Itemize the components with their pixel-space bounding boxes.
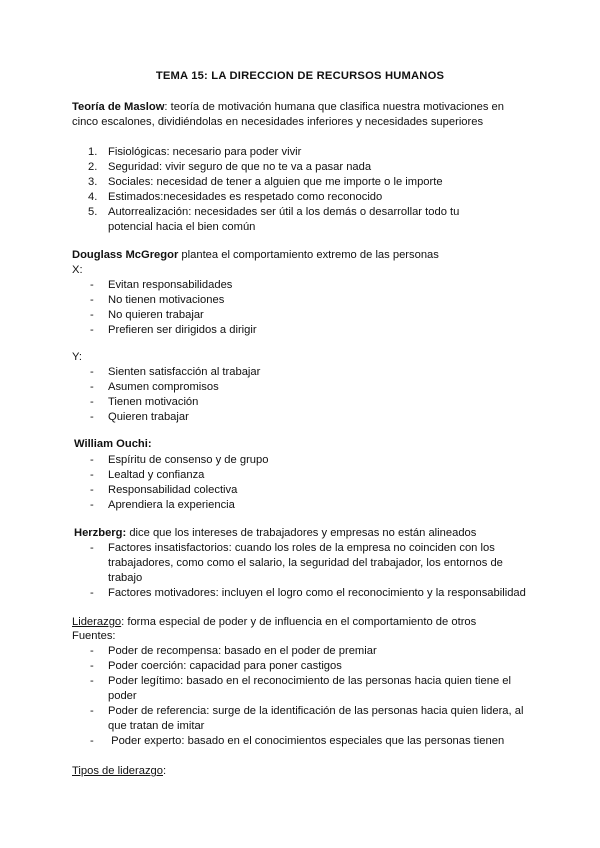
list-item-text: Poder legítimo: basado en el reconocimiento de las personas hacia quien tiene el poder (108, 675, 512, 702)
list-item-text: Asumen compromisos (108, 381, 219, 393)
list-item-text: Tienen motivación (108, 396, 199, 408)
list-item-text: Poder experto: basado en el conocimientos especiales que las personas tienen (108, 735, 505, 747)
list-item-text: Sienten satisfacción al trabajar (108, 366, 261, 378)
x-list (72, 278, 532, 338)
list-item (72, 205, 532, 235)
list-item (72, 498, 532, 513)
maslow-paragraph (72, 100, 532, 130)
list-item-text: Poder de referencia: surge de la identificación de las personas hacia quien lidera, al que tratan de imitar (108, 705, 524, 732)
dash-bullet: - (90, 411, 94, 423)
page-title: TEMA 15: LA DIRECCION DE RECURSOS HUMANOS (155, 70, 445, 82)
list-item-text: Factores insatisfactorios: cuando los roles de la empresa no coinciden con los trabajadores, como como el salario, la seguridad del trabajador, los entornos de trabajo (108, 542, 503, 584)
list-item-text: Seguridad: vivir seguro de que no te va a pasar nada (108, 161, 372, 173)
list-number: 4. (88, 191, 98, 203)
dash-bullet: - (90, 279, 94, 291)
maslow-heading: Teoría de Maslow (72, 101, 165, 113)
x-label: X: (72, 264, 83, 276)
ouchi-list (72, 453, 532, 513)
dash-bullet: - (90, 587, 94, 599)
list-item (72, 278, 532, 293)
list-item (72, 160, 532, 175)
list-item-text: Poder coerción: capacidad para poner castigos (108, 660, 342, 672)
list-item-text: Fisiológicas: necesario para poder vivir (108, 146, 302, 158)
list-item (72, 395, 532, 410)
list-item (72, 659, 532, 674)
herzberg-text: dice que los intereses de trabajadores y empresas no están alineados (126, 527, 477, 539)
list-item-text: Espíritu de consenso y de grupo (108, 454, 269, 466)
dash-bullet: - (90, 645, 94, 657)
maslow-text: : teoría de motivación humana que clasifica nuestra motivaciones en cinco escalones, dividiéndolas en necesidades inferiores y necesidades superiores (72, 101, 504, 128)
list-item-text: Evitan responsabilidades (108, 279, 233, 291)
list-item-text: Sociales: necesidad de tener a alguien que me importe o le importe (108, 176, 443, 188)
herzberg-heading: Herzberg: (74, 527, 127, 539)
mcgregor-heading: Douglass McGregor (72, 249, 179, 261)
fuentes-label: Fuentes: (72, 630, 116, 642)
list-number: 5. (88, 206, 98, 218)
dash-bullet: - (90, 484, 94, 496)
fuentes-list (72, 644, 532, 749)
dash-bullet: - (90, 366, 94, 378)
list-item-text: No tienen motivaciones (108, 294, 225, 306)
list-item-text: Lealtad y confianza (108, 469, 205, 481)
list-item (72, 308, 532, 323)
liderazgo-heading: Liderazgo (72, 616, 122, 628)
dash-bullet: - (90, 469, 94, 481)
tipos-paragraph (72, 764, 532, 779)
liderazgo-paragraph (72, 615, 532, 630)
list-item (72, 175, 532, 190)
tipos-heading: Tipos de liderazgo (72, 765, 164, 777)
list-item-text: Autorrealización: necesidades ser útil a los demás o desarrollar todo tu potencial hacia el bien común (108, 206, 460, 233)
list-item (72, 468, 532, 483)
y-list (72, 365, 532, 425)
list-item (72, 323, 532, 338)
mcgregor-paragraph (72, 248, 532, 263)
dash-bullet: - (90, 735, 94, 747)
dash-bullet: - (90, 309, 94, 321)
list-item (72, 293, 532, 308)
list-item-text: Prefieren ser dirigidos a dirigir (108, 324, 257, 336)
list-item (72, 674, 532, 704)
list-item (72, 453, 532, 468)
list-item-text: Aprendiera la experiencia (108, 499, 235, 511)
dash-bullet: - (90, 381, 94, 393)
mcgregor-text: plantea el comportamiento extremo de las personas (178, 249, 439, 261)
list-item (72, 644, 532, 659)
dash-bullet: - (90, 705, 94, 717)
list-number: 3. (88, 176, 98, 188)
list-item (72, 145, 532, 160)
dash-bullet: - (90, 454, 94, 466)
list-item (72, 410, 532, 425)
list-item (72, 541, 532, 586)
list-item (72, 380, 532, 395)
list-item-text: No quieren trabajar (108, 309, 204, 321)
dash-bullet: - (90, 499, 94, 511)
herzberg-paragraph (74, 526, 534, 541)
list-item-text: Factores motivadores: incluyen el logro como el reconocimiento y la responsabilidad (108, 587, 526, 599)
dash-bullet: - (90, 294, 94, 306)
list-item (72, 483, 532, 498)
dash-bullet: - (90, 542, 94, 554)
ouchi-paragraph (74, 437, 534, 452)
dash-bullet: - (90, 324, 94, 336)
list-item (72, 734, 532, 749)
herzberg-list (72, 541, 532, 601)
list-number: 1. (88, 146, 98, 158)
list-item (72, 704, 532, 734)
dash-bullet: - (90, 396, 94, 408)
ouchi-heading: William Ouchi: (74, 438, 152, 450)
dash-bullet: - (90, 660, 94, 672)
liderazgo-text: : forma especial de poder y de influencia en el comportamiento de otros (121, 616, 477, 628)
list-number: 2. (88, 161, 98, 173)
list-item (72, 586, 532, 601)
list-item-text: Quieren trabajar (108, 411, 189, 423)
dash-bullet: - (90, 675, 94, 687)
list-item-text: Responsabilidad colectiva (108, 484, 238, 496)
list-item-text: Poder de recompensa: basado en el poder de premiar (108, 645, 377, 657)
maslow-list (72, 145, 532, 235)
y-label: Y: (72, 351, 82, 363)
list-item-text: Estimados:necesidades es respetado como reconocido (108, 191, 383, 203)
list-item (72, 365, 532, 380)
list-item (72, 190, 532, 205)
tipos-colon: : (163, 765, 167, 777)
